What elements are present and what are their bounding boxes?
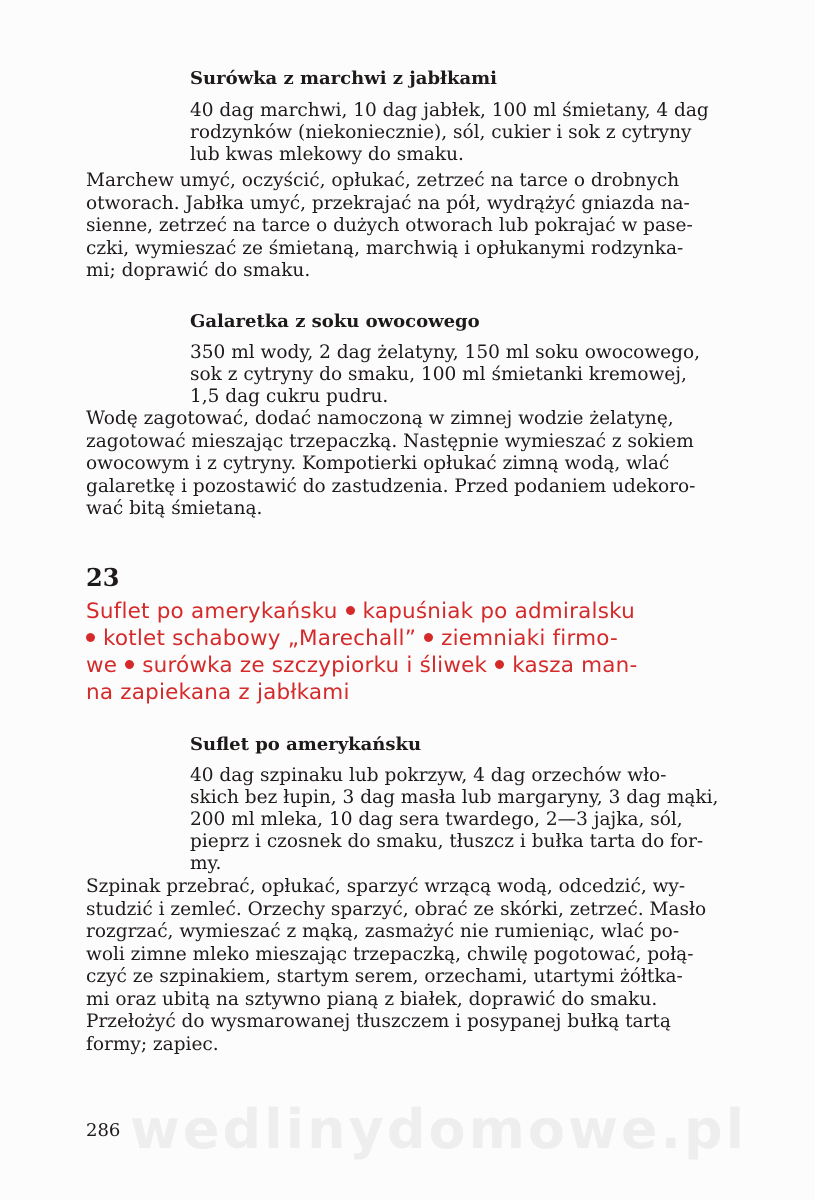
menu-item: kotlet schabowy „Marechall” — [103, 626, 417, 651]
bullet-icon — [424, 633, 433, 642]
method-line: galaretkę i pozostawić do zastudzenia. Przed podaniem udekoro- — [86, 475, 696, 497]
ingredients-line: 40 dag marchwi, 10 dag jabłek, 100 ml śmietany, 4 dag — [190, 100, 709, 121]
menu-line — [86, 679, 766, 706]
bullet-icon — [346, 606, 355, 615]
recipe-ingredients-carrot-salad — [190, 100, 752, 166]
menu-item: we — [86, 653, 118, 678]
recipe-method-jelly — [86, 408, 754, 521]
menu-item: Suflet po amerykańsku — [86, 599, 338, 624]
watermark-text: wedlinydomowe.pl — [130, 1098, 748, 1161]
method-line: rozgrzać, wymieszać z mąką, zasmażyć nie rumieniąc, wlać po- — [86, 921, 680, 942]
menu-number: 23 — [86, 563, 120, 592]
menu-item: kasza man- — [512, 653, 638, 678]
bullet-icon — [495, 660, 504, 669]
method-line: sienne, zetrzeć na tarce o dużych otworach lub pokrajać w pase- — [86, 215, 693, 236]
ingredients-line: 40 dag szpinaku lub pokrzyw, 4 dag orzechów wło- — [190, 765, 667, 786]
recipe-title-souffle: Suflet po amerykańsku — [190, 734, 422, 755]
ingredients-line: skich bez łupin, 3 dag masła lub margaryny, 3 dag mąki, — [190, 787, 719, 808]
recipe-method-carrot-salad — [86, 170, 754, 283]
ingredients-line: pieprz i czosnek do smaku, tłuszcz i bułka tarta do for- — [190, 831, 704, 852]
method-line: wać bitą śmietaną. — [86, 498, 263, 519]
method-line: woli zimne mleko mieszając trzepaczką, chwilę pogotować, połą- — [86, 943, 694, 965]
method-line: mi; doprawić do smaku. — [86, 260, 311, 281]
menu-dish-list — [86, 598, 766, 706]
method-line: Przełożyć do wysmarowanej tłuszczem i posypanej bułką tartą — [86, 1011, 671, 1032]
recipe-method-souffle — [86, 876, 754, 1056]
method-line: zagotować mieszając trzepaczką. Następnie wymieszać z sokiem — [86, 430, 694, 452]
ingredients-line: 350 ml wody, 2 dag żelatyny, 150 ml soku owocowego, — [190, 342, 700, 363]
ingredients-line: sok z cytryny do smaku, 100 ml śmietanki kremowej, — [190, 364, 687, 385]
menu-item: ziemniaki firmo- — [441, 626, 618, 651]
menu-item: kapuśniak po admiralsku — [362, 599, 635, 624]
method-line: formy; zapiec. — [86, 1033, 219, 1055]
method-line: Marchew umyć, oczyścić, opłukać, zetrzeć na tarce o drobnych — [86, 170, 680, 191]
ingredients-line: my. — [190, 853, 222, 874]
method-line: czyć ze szpinakiem, startym serem, orzechami, utartymi żółtka- — [86, 966, 683, 987]
recipe-title-carrot-salad: Surówka z marchwi z jabłkami — [190, 68, 497, 89]
recipe-ingredients-souffle — [190, 765, 752, 875]
method-line: mi oraz ubitą na sztywno pianą z białek, doprawić do smaku. — [86, 988, 658, 1010]
recipe-ingredients-jelly — [190, 342, 752, 408]
menu-item: na zapiekana z jabłkami — [86, 680, 350, 705]
menu-line — [86, 598, 766, 625]
ingredients-line: rodzynków (niekoniecznie), sól, cukier i sok z cytryny — [190, 122, 692, 143]
method-line: owocowym i z cytryny. Kompotierki opłukać zimną wodą, wlać — [86, 453, 670, 474]
ingredients-line: lub kwas mlekowy do smaku. — [190, 144, 464, 165]
bullet-icon — [86, 633, 95, 642]
method-line: Wodę zagotować, dodać namoczoną w zimnej wodzie żelatynę, — [86, 408, 674, 429]
method-line: studzić i zemleć. Orzechy sparzyć, obrać ze skórki, zetrzeć. Masło — [86, 898, 707, 920]
ingredients-line: 1,5 dag cukru pudru. — [190, 386, 389, 407]
method-line: Szpinak przebrać, opłukać, sparzyć wrzącą wodą, odcedzić, wy- — [86, 876, 686, 897]
recipe-title-jelly: Galaretka z soku owocowego — [190, 311, 480, 332]
menu-line — [86, 652, 766, 679]
page-number: 286 — [86, 1120, 121, 1141]
method-line: otworach. Jabłka umyć, przekrajać na pół, wydrążyć gniazda na- — [86, 192, 690, 214]
menu-line — [86, 625, 766, 652]
bullet-icon — [125, 660, 134, 669]
ingredients-line: 200 ml mleka, 10 dag sera twardego, 2—3 jajka, sól, — [190, 809, 683, 830]
menu-item: surówka ze szczypiorku i śliwek — [142, 653, 488, 678]
method-line: czki, wymieszać ze śmietaną, marchwią i opłukanymi rodzynka- — [86, 237, 684, 259]
